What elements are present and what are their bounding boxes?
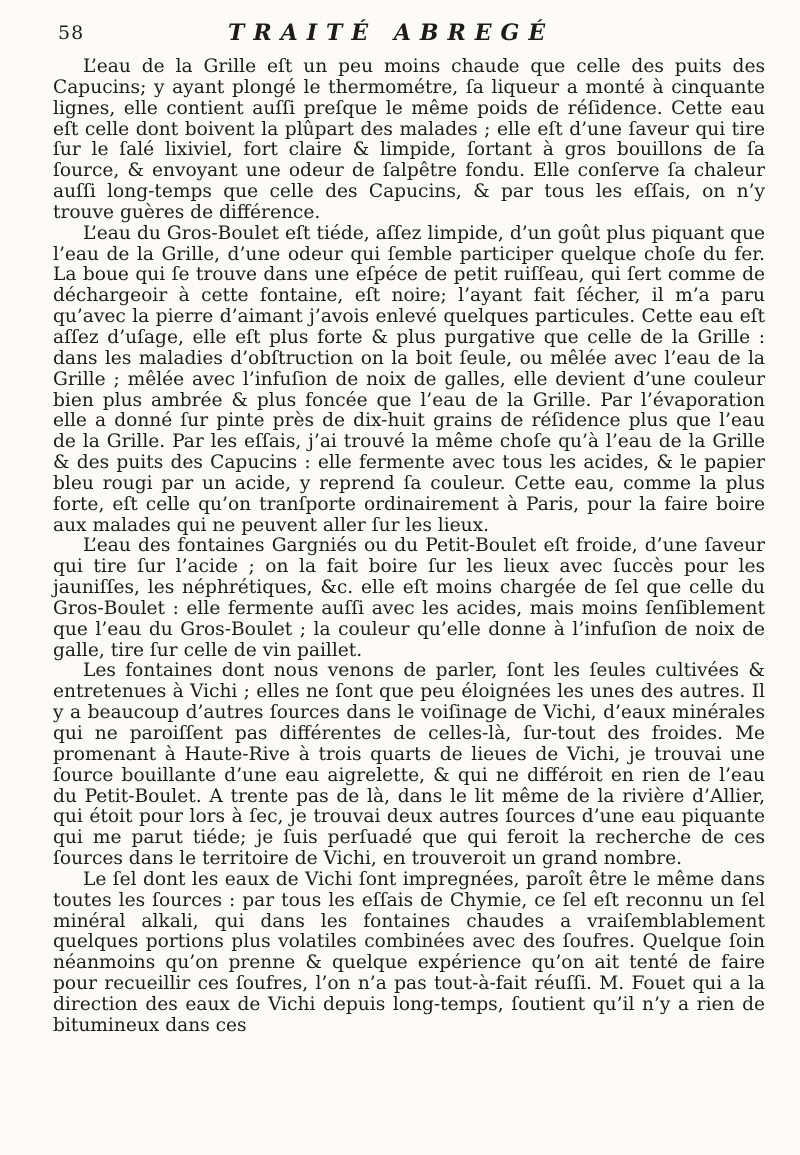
page-number: 58 [58,22,85,44]
running-head [58,20,760,46]
paragraph-sel-des-eaux: Le ſel dont les eaux de Vichi ſont impregnées, paroît être le même dans toutes les ſources : par tous les eſſais de Chymie, ce ſel eſt reconnu un ſel minéral alkali, qui dans les fontaines chaudes a vraiſemblablement quelques portions plus volatiles combinées avec des ſoufres. Quelque ſoin néanmoins qu’on prenne & quelque expérience qu’on ait tenté de faire pour recueillir ces ſoufres, l’on n’a pas tout-à-fait réuſſi. M. Fouet qui a la direction des eaux de Vichi depuis long-temps, ſoutient qu’il n’y a rien de bitumineux dans ces [53,868,765,1036]
paragraph-petit-boulet: L’eau des fontaines Gargniés ou du Petit-Boulet eſt froide, d’une ſaveur qui tire ſur l’acide ; on la fait boire ſur les lieux avec ſuccès pour les jauniſſes, les néphrétiques, &c. elle eſt moins chargée de ſel que celle du Gros-Boulet : elle fermente auſſi avec les acides, mais moins ſenſiblement que l’eau du Gros-Boulet ; la couleur qu’elle donne à l’infuſion de noix de galle, tire ſur celle de vin paillet. [53,535,765,661]
paragraph-fontaines-cultivees: Les fontaines dont nous venons de parler, ſont les ſeules cultivées & entretenues à Vichi ; elles ne ſont que peu éloignées les unes des autres. Il y a beaucoup d’autres ſources dans le voiſinage de Vichi, d’eaux minérales qui ne paroiſſent pas différentes de celles-là, ſur-tout des froides. Me promenant à Haute-Rive à trois quarts de lieues de Vichi, je trouvai une ſource bouillante d’une eau aigrelette, & qui ne différoit en rien de l’eau du Petit-Boulet. A trente pas de là, dans le lit même de la rivière d’Allier, qui étoit pour lors à ſec, je trouvai deux autres ſources d’une eau piquante qui me parut tiéde; je ſuis perſuadé que qui feroit la recherche de ces ſources dans le territoire de Vichi, en trouveroit un grand nombre. [53,660,765,870]
paragraph-eau-de-la-grille: L’eau de la Grille eſt un peu moins chaude que celle des puits des Capucins; y ayant plongé le thermométre, ſa liqueur a monté à cinquante lignes, elle contient auſſi preſque le même poids de réſidence. Cette eau eſt celle dont boivent la plûpart des malades ; elle eſt d’une ſaveur qui tire ſur le ſalé lixiviel, fort claire & limpide, ſortant à gros bouillons de ſa ſource, & envoyant une odeur de ſalpêtre fondu. Elle conſerve ſa chaleur auſſi long-temps que celle des Capucins, & par tous les eſſais, on n’y trouve guères de différence. [53,56,765,223]
paragraph-gros-boulet: L’eau du Gros-Boulet eſt tiéde, aſſez limpide, d’un goût plus piquant que l’eau de la Grille, d’une odeur qui ſemble participer quelque choſe du fer. La boue qui ſe trouve dans une eſpéce de petit ruiſſeau, qui ſert comme de déchargeoir à cette fontaine, eſt noire; l’ayant fait ſécher, il m’a paru qu’avec la pierre d’aimant j’avois enlevé quelques particules. Cette eau eſt aſſez d’uſage, elle eſt plus forte & plus purgative que celle de la Grille : dans les maladies d’obſtruction on la boit ſeule, ou mêlée avec l’eau de la Grille ; mêlée avec l’infuſion de noix de galles, elle devient d’une couleur bien plus ambrée & plus foncée que l’eau de la Grille. Par l’évaporation elle a donné ſur pinte près de dix-huit grains de réſidence plus que l’eau de la Grille. Par les eſſais, j’ai trouvé la même choſe qu’à l’eau de la Grille & des puits des Capucins : elle fermente avec tous les acides, & le papier bleu rougi par un acide, y reprend ſa couleur. Cette eau, comme la plus forte, eſt celle qu’on tranſporte ordinairement à Paris, pour la faire boire aux malades qui ne peuvent aller ſur les lieux. [53,222,765,536]
body-text [53,57,765,1037]
running-title: TRAITÉ ABREGÉ [228,20,555,46]
